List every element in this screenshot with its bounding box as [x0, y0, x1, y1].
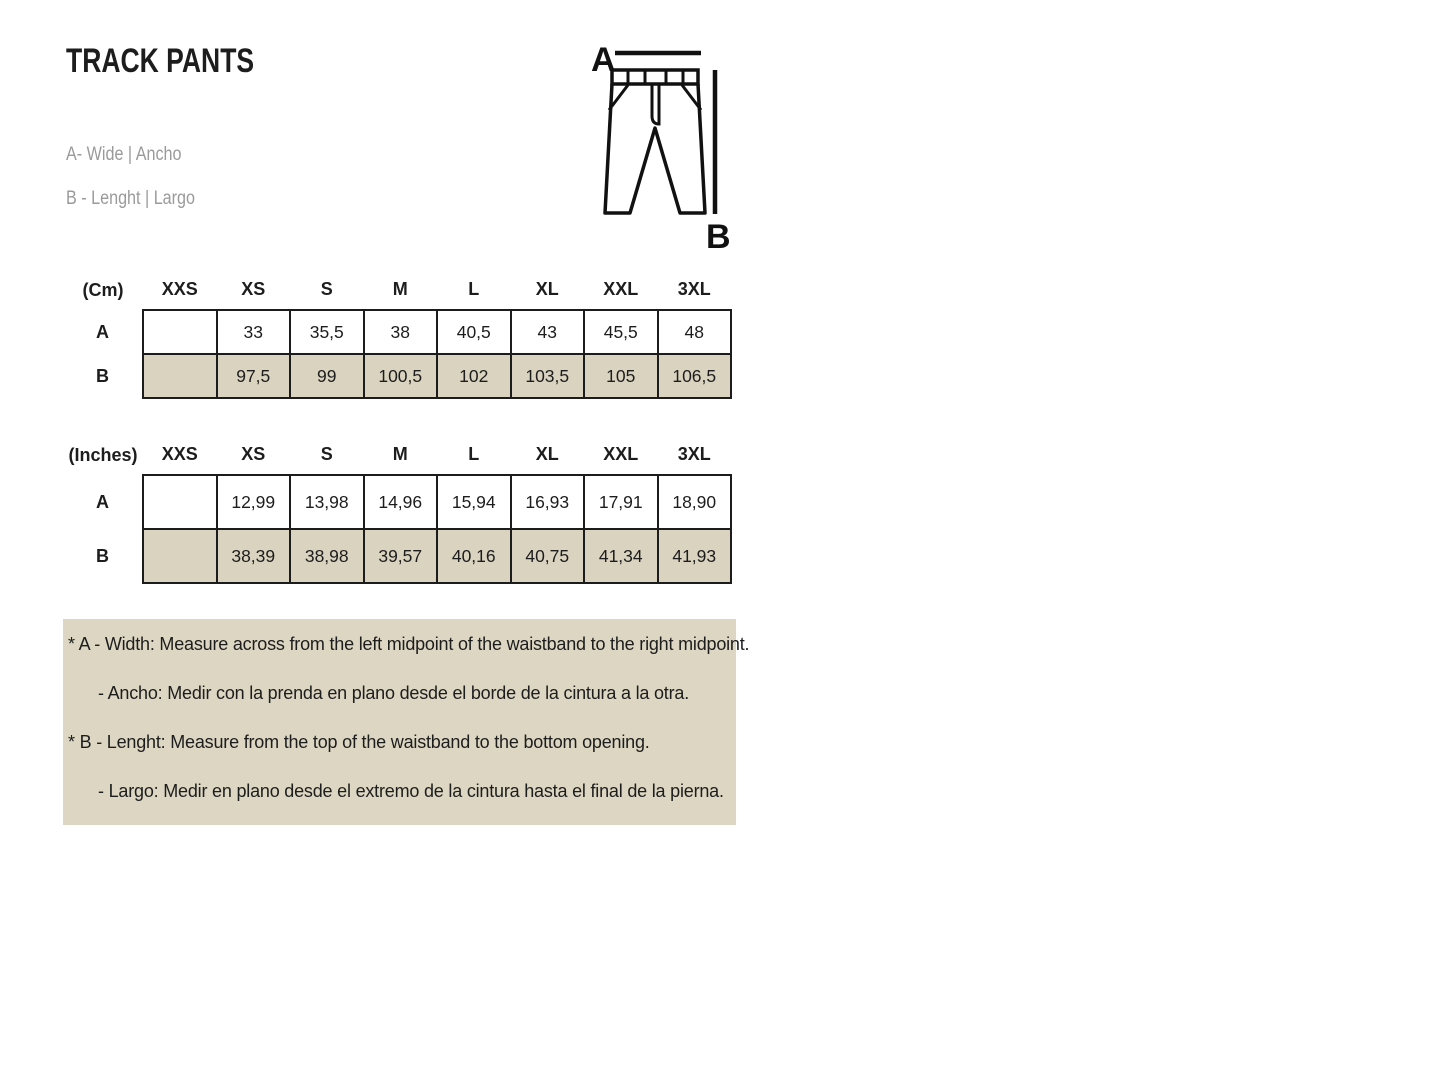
unit-label: (Cm): [82, 279, 124, 300]
size-cell: 106,5: [658, 354, 732, 398]
size-cell: 41,93: [658, 529, 732, 583]
size-cell: 33: [217, 310, 291, 354]
size-cell: 39,57: [364, 529, 438, 583]
note-line: * A - Width: Measure across from the left midpoint of the waistband to the right midpoint.: [68, 634, 750, 654]
column-header: XS: [241, 444, 266, 464]
column-header: S: [320, 444, 333, 464]
column-header: L: [468, 279, 480, 299]
size-cell: 100,5: [364, 354, 438, 398]
row-label: A: [96, 321, 109, 342]
legend-b-length: B - Lenght | Largo: [66, 188, 196, 209]
size-cell: 41,34: [584, 529, 658, 583]
page-title: TRACK PANTS: [66, 42, 255, 80]
size-cell: 105: [584, 354, 658, 398]
size-cell: 14,96: [364, 475, 438, 529]
column-header: S: [320, 279, 333, 299]
column-header: XS: [241, 279, 266, 299]
size-cell: 38,39: [217, 529, 291, 583]
pants-diagram: [578, 28, 738, 258]
column-header: XL: [535, 444, 559, 464]
note-line: - Ancho: Medir con la prenda en plano desde el borde de la cintura a la otra.: [98, 683, 689, 703]
note-line: - Largo: Medir en plano desde el extremo de la cintura hasta el final de la pierna.: [98, 781, 724, 801]
size-table-cm: [63, 270, 732, 399]
size-cell: 43: [511, 310, 585, 354]
size-cell: 97,5: [217, 354, 291, 398]
size-cell: 40,5: [437, 310, 511, 354]
column-header: XXL: [603, 444, 639, 464]
size-cell: 103,5: [511, 354, 585, 398]
column-header: L: [468, 444, 480, 464]
row-label: A: [96, 491, 109, 512]
measurement-notes: [63, 619, 750, 825]
size-cell: [143, 475, 217, 529]
size-table-inches: [63, 435, 732, 584]
size-cell: 13,98: [290, 475, 364, 529]
column-header: XXS: [161, 444, 198, 464]
column-header: M: [392, 444, 408, 464]
size-cell: [143, 310, 217, 354]
size-cell: 12,99: [217, 475, 291, 529]
column-header: XXL: [603, 279, 639, 299]
pants-legs: [605, 84, 705, 213]
size-cell: 45,5: [584, 310, 658, 354]
diagram-b-marker: B: [706, 218, 731, 256]
size-cell: 16,93: [511, 475, 585, 529]
size-cell: 102: [437, 354, 511, 398]
legend-a-wide: A- Wide | Ancho: [66, 144, 182, 165]
size-cell: 40,16: [437, 529, 511, 583]
column-header: XL: [535, 279, 559, 299]
size-cell: [143, 354, 217, 398]
column-header: 3XL: [677, 279, 711, 299]
column-header: XXS: [161, 279, 198, 299]
size-cell: 38,98: [290, 529, 364, 583]
size-cell: 48: [658, 310, 732, 354]
row-label: B: [96, 545, 109, 566]
size-cell: 15,94: [437, 475, 511, 529]
size-cell: 99: [290, 354, 364, 398]
size-cell: 40,75: [511, 529, 585, 583]
waistband: [612, 70, 698, 84]
note-line: * B - Lenght: Measure from the top of the waistband to the bottom opening.: [68, 732, 650, 752]
size-cell: [143, 529, 217, 583]
row-label: B: [96, 365, 109, 386]
fly-seam: [652, 84, 659, 124]
pants-outline-icon: [578, 28, 738, 258]
size-cell: 17,91: [584, 475, 658, 529]
unit-label: (Inches): [68, 444, 138, 465]
diagram-a-marker: A: [591, 41, 616, 79]
size-cell: 18,90: [658, 475, 732, 529]
size-cell: 35,5: [290, 310, 364, 354]
column-header: M: [392, 279, 408, 299]
column-header: 3XL: [677, 444, 711, 464]
size-cell: 38: [364, 310, 438, 354]
